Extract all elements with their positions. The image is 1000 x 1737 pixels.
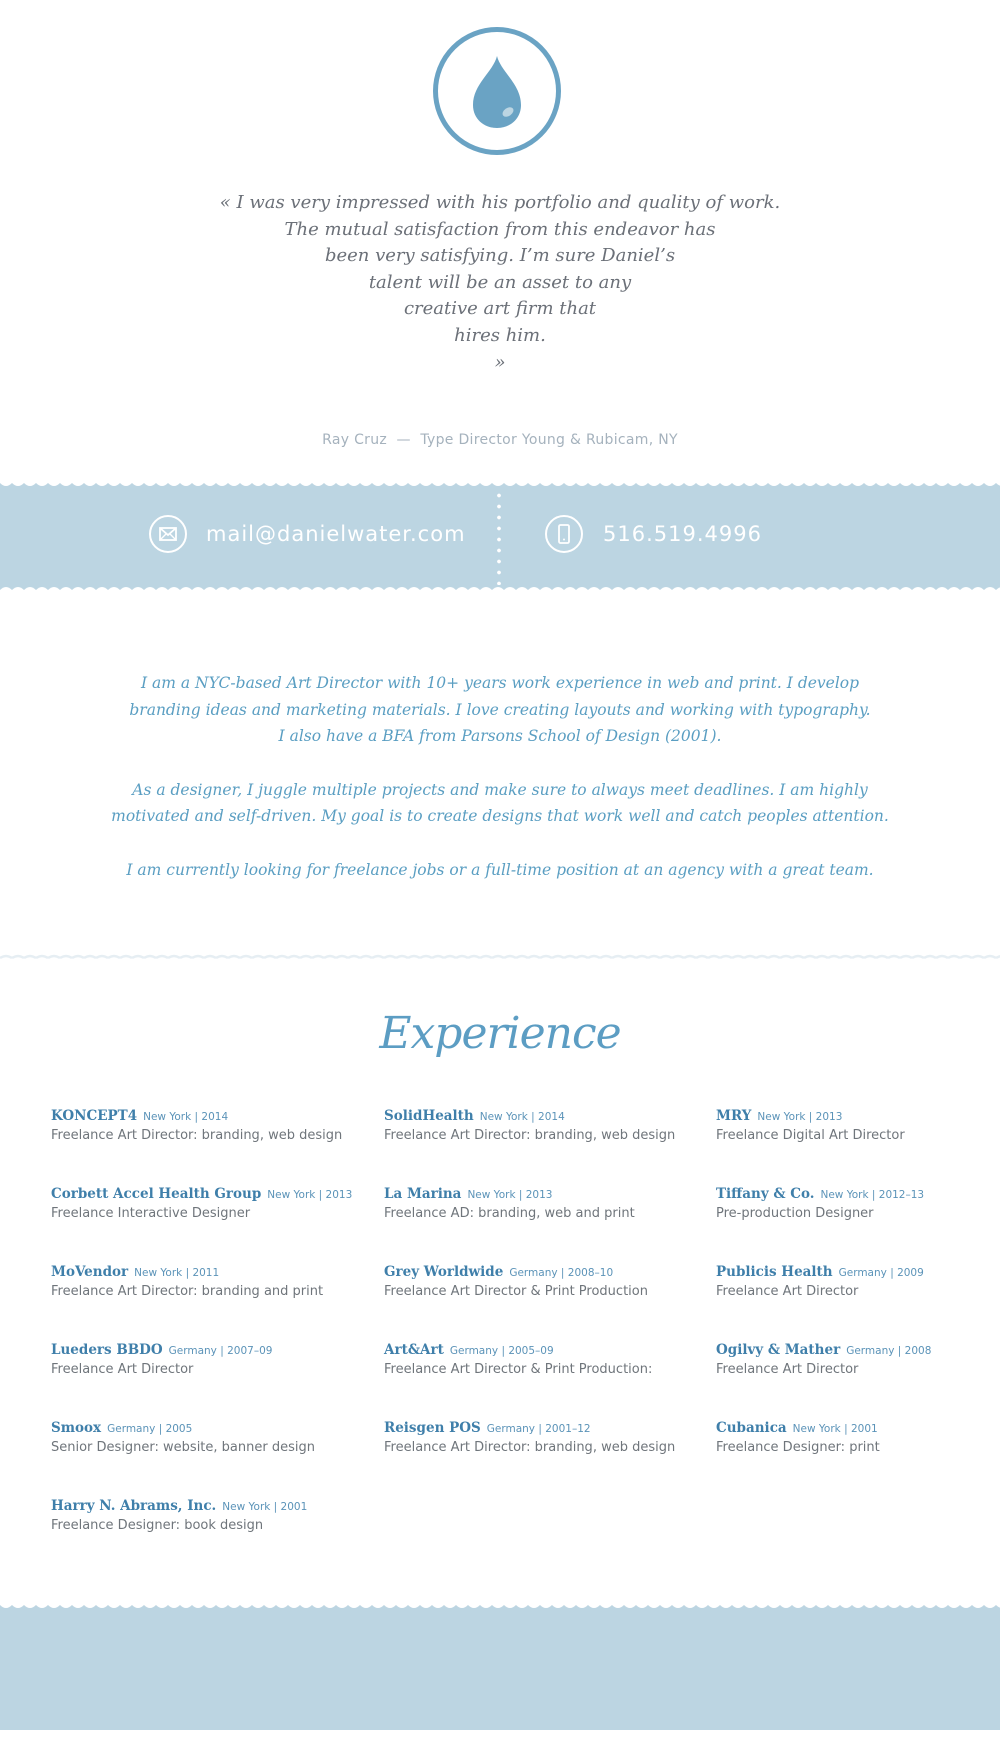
experience-title: Experience xyxy=(379,1008,621,1059)
experience-role: Freelance Art Director: branding, web design xyxy=(384,1128,676,1143)
section-divider-wave xyxy=(0,953,1000,963)
experience-heading xyxy=(51,1184,384,1205)
experience-item xyxy=(384,1418,716,1456)
experience-location-year: New York | 2013 xyxy=(467,1189,553,1201)
experience-location-year: New York | 2013 xyxy=(267,1189,353,1201)
quote-line: creative art firm that xyxy=(403,298,597,320)
experience-role: Freelance Art Director xyxy=(716,1284,859,1299)
experience-location-year: New York | 2001 xyxy=(222,1501,308,1513)
experience-location-year: New York | 2014 xyxy=(143,1111,229,1123)
experience-company: KONCEPT4 xyxy=(51,1108,138,1124)
experience-location-year: Germany | 2001–12 xyxy=(486,1423,591,1435)
experience-heading xyxy=(716,1262,951,1283)
experience-item xyxy=(716,1418,951,1456)
phone-link[interactable]: 516.519.4996 xyxy=(603,522,762,546)
experience-item xyxy=(51,1106,384,1144)
experience-role: Freelance Digital Art Director xyxy=(716,1128,905,1143)
experience-location-year: New York | 2013 xyxy=(757,1111,843,1123)
experience-location-year: New York | 2011 xyxy=(134,1267,220,1279)
experience-company: MoVendor xyxy=(51,1264,129,1280)
email-link[interactable]: mail@danielwater.com xyxy=(206,522,466,546)
quote-line: talent will be an asset to any xyxy=(368,271,632,293)
bio-line: As a designer, I juggle multiple projects and make sure to always meet deadlines. I am highly xyxy=(132,780,868,799)
experience-item xyxy=(51,1262,384,1300)
experience-item xyxy=(51,1340,384,1378)
experience-location-year: Germany | 2005 xyxy=(107,1423,193,1435)
experience-role: Freelance Designer: print xyxy=(716,1440,880,1455)
experience-heading xyxy=(51,1262,384,1283)
experience-heading xyxy=(716,1340,951,1361)
experience-company: Harry N. Abrams, Inc. xyxy=(51,1498,217,1514)
experience-item xyxy=(716,1106,951,1144)
experience-heading xyxy=(51,1106,384,1127)
bio-line: I also have a BFA from Parsons School of Design (2001). xyxy=(278,727,722,745)
experience-heading xyxy=(384,1262,716,1283)
experience-role: Freelance Art Director & Print Production: xyxy=(384,1362,653,1377)
logo-badge xyxy=(433,27,561,155)
experience-company: Reisgen POS xyxy=(384,1420,481,1436)
experience-heading xyxy=(51,1340,384,1361)
experience-heading xyxy=(384,1340,716,1361)
experience-item xyxy=(716,1184,951,1222)
experience-heading xyxy=(716,1106,951,1127)
experience-role: Freelance Interactive Designer xyxy=(51,1206,251,1221)
experience-role: Freelance AD: branding, web and print xyxy=(384,1206,635,1221)
experience-role: Freelance Art Director: branding, web design xyxy=(384,1440,676,1455)
experience-item xyxy=(384,1340,716,1378)
experience-item xyxy=(384,1184,716,1222)
bio-line: I am a NYC-based Art Director with 10+ years work experience in web and print. I develop xyxy=(140,674,860,692)
experience-item xyxy=(384,1262,716,1300)
experience-location-year: Germany | 2008 xyxy=(846,1345,932,1357)
wave-edge-top xyxy=(0,480,1000,490)
experience-role: Freelance Art Director xyxy=(51,1362,194,1377)
footer-band xyxy=(0,1602,1000,1730)
experience-company: Grey Worldwide xyxy=(384,1264,504,1280)
bio-paragraph xyxy=(110,670,890,750)
quote-line: been very satisfying. I’m sure Daniel’s xyxy=(324,245,676,267)
experience-item xyxy=(716,1262,951,1300)
experience-role: Freelance Art Director & Print Production xyxy=(384,1284,648,1299)
experience-role: Pre-production Designer xyxy=(716,1206,874,1221)
experience-location-year: Germany | 2009 xyxy=(838,1267,924,1279)
experience-role: Freelance Art Director: branding and print xyxy=(51,1284,324,1299)
experience-list xyxy=(51,1106,951,1534)
experience-location-year: New York | 2001 xyxy=(792,1423,878,1435)
experience-company: Smoox xyxy=(51,1420,102,1436)
experience-location-year: New York | 2014 xyxy=(479,1111,565,1123)
experience-company: MRY xyxy=(716,1108,752,1124)
bio-section xyxy=(110,670,890,910)
quote-line: hires him. xyxy=(454,324,546,346)
experience-location-year: Germany | 2008–10 xyxy=(509,1267,614,1279)
experience-item xyxy=(51,1496,384,1534)
quote-line: « I was very impressed with his portfolio and quality of work. xyxy=(219,192,781,213)
experience-heading xyxy=(51,1496,384,1517)
quote-line: » xyxy=(494,351,506,373)
experience-heading xyxy=(716,1418,951,1439)
experience-heading xyxy=(716,1184,951,1205)
experience-item xyxy=(716,1340,951,1378)
quote-line: The mutual satisfaction from this endeavor has xyxy=(284,218,716,240)
contact-divider xyxy=(497,490,501,585)
testimonial-quote xyxy=(150,190,850,376)
experience-company: Lueders BBDO xyxy=(51,1342,163,1358)
experience-role: Freelance Art Director: branding, web design xyxy=(51,1128,343,1143)
bio-paragraph xyxy=(110,777,890,830)
experience-item xyxy=(51,1418,384,1456)
experience-location-year: New York | 2012–13 xyxy=(820,1189,925,1201)
experience-role: Freelance Designer: book design xyxy=(51,1518,264,1533)
experience-company: Art&Art xyxy=(384,1342,444,1358)
experience-location-year: Germany | 2007–09 xyxy=(168,1345,273,1357)
experience-heading xyxy=(51,1418,384,1439)
wave-edge-top xyxy=(0,1602,1000,1612)
experience-role: Freelance Art Director xyxy=(716,1362,859,1377)
water-drop-icon xyxy=(438,32,556,150)
experience-heading xyxy=(384,1184,716,1205)
bio-line: branding ideas and marketing materials. I love creating layouts and working with typography. xyxy=(129,700,871,719)
experience-role: Senior Designer: website, banner design xyxy=(51,1440,315,1455)
bio-line: I am currently looking for freelance jobs or a full-time position at an agency with a great team. xyxy=(126,860,874,879)
mobile-phone-icon[interactable] xyxy=(545,515,583,553)
experience-heading xyxy=(384,1106,716,1127)
bio-paragraph xyxy=(110,857,890,884)
experience-item xyxy=(51,1184,384,1222)
experience-location-year: Germany | 2005–09 xyxy=(449,1345,554,1357)
experience-item xyxy=(384,1106,716,1144)
experience-company: Publicis Health xyxy=(716,1264,833,1280)
testimonial-attribution: Ray Cruz — Type Director Young & Rubicam, NY xyxy=(322,432,678,448)
experience-company: Ogilvy & Mather xyxy=(716,1342,841,1358)
envelope-icon[interactable] xyxy=(149,515,187,553)
experience-company: Cubanica xyxy=(716,1420,787,1436)
experience-heading xyxy=(384,1418,716,1439)
experience-company: Tiffany & Co. xyxy=(716,1186,815,1202)
bio-line: motivated and self-driven. My goal is to create designs that work well and catch peoples attention. xyxy=(111,807,889,825)
experience-company: SolidHealth xyxy=(384,1108,474,1124)
experience-company: Corbett Accel Health Group xyxy=(51,1186,262,1202)
experience-company: La Marina xyxy=(384,1186,462,1202)
